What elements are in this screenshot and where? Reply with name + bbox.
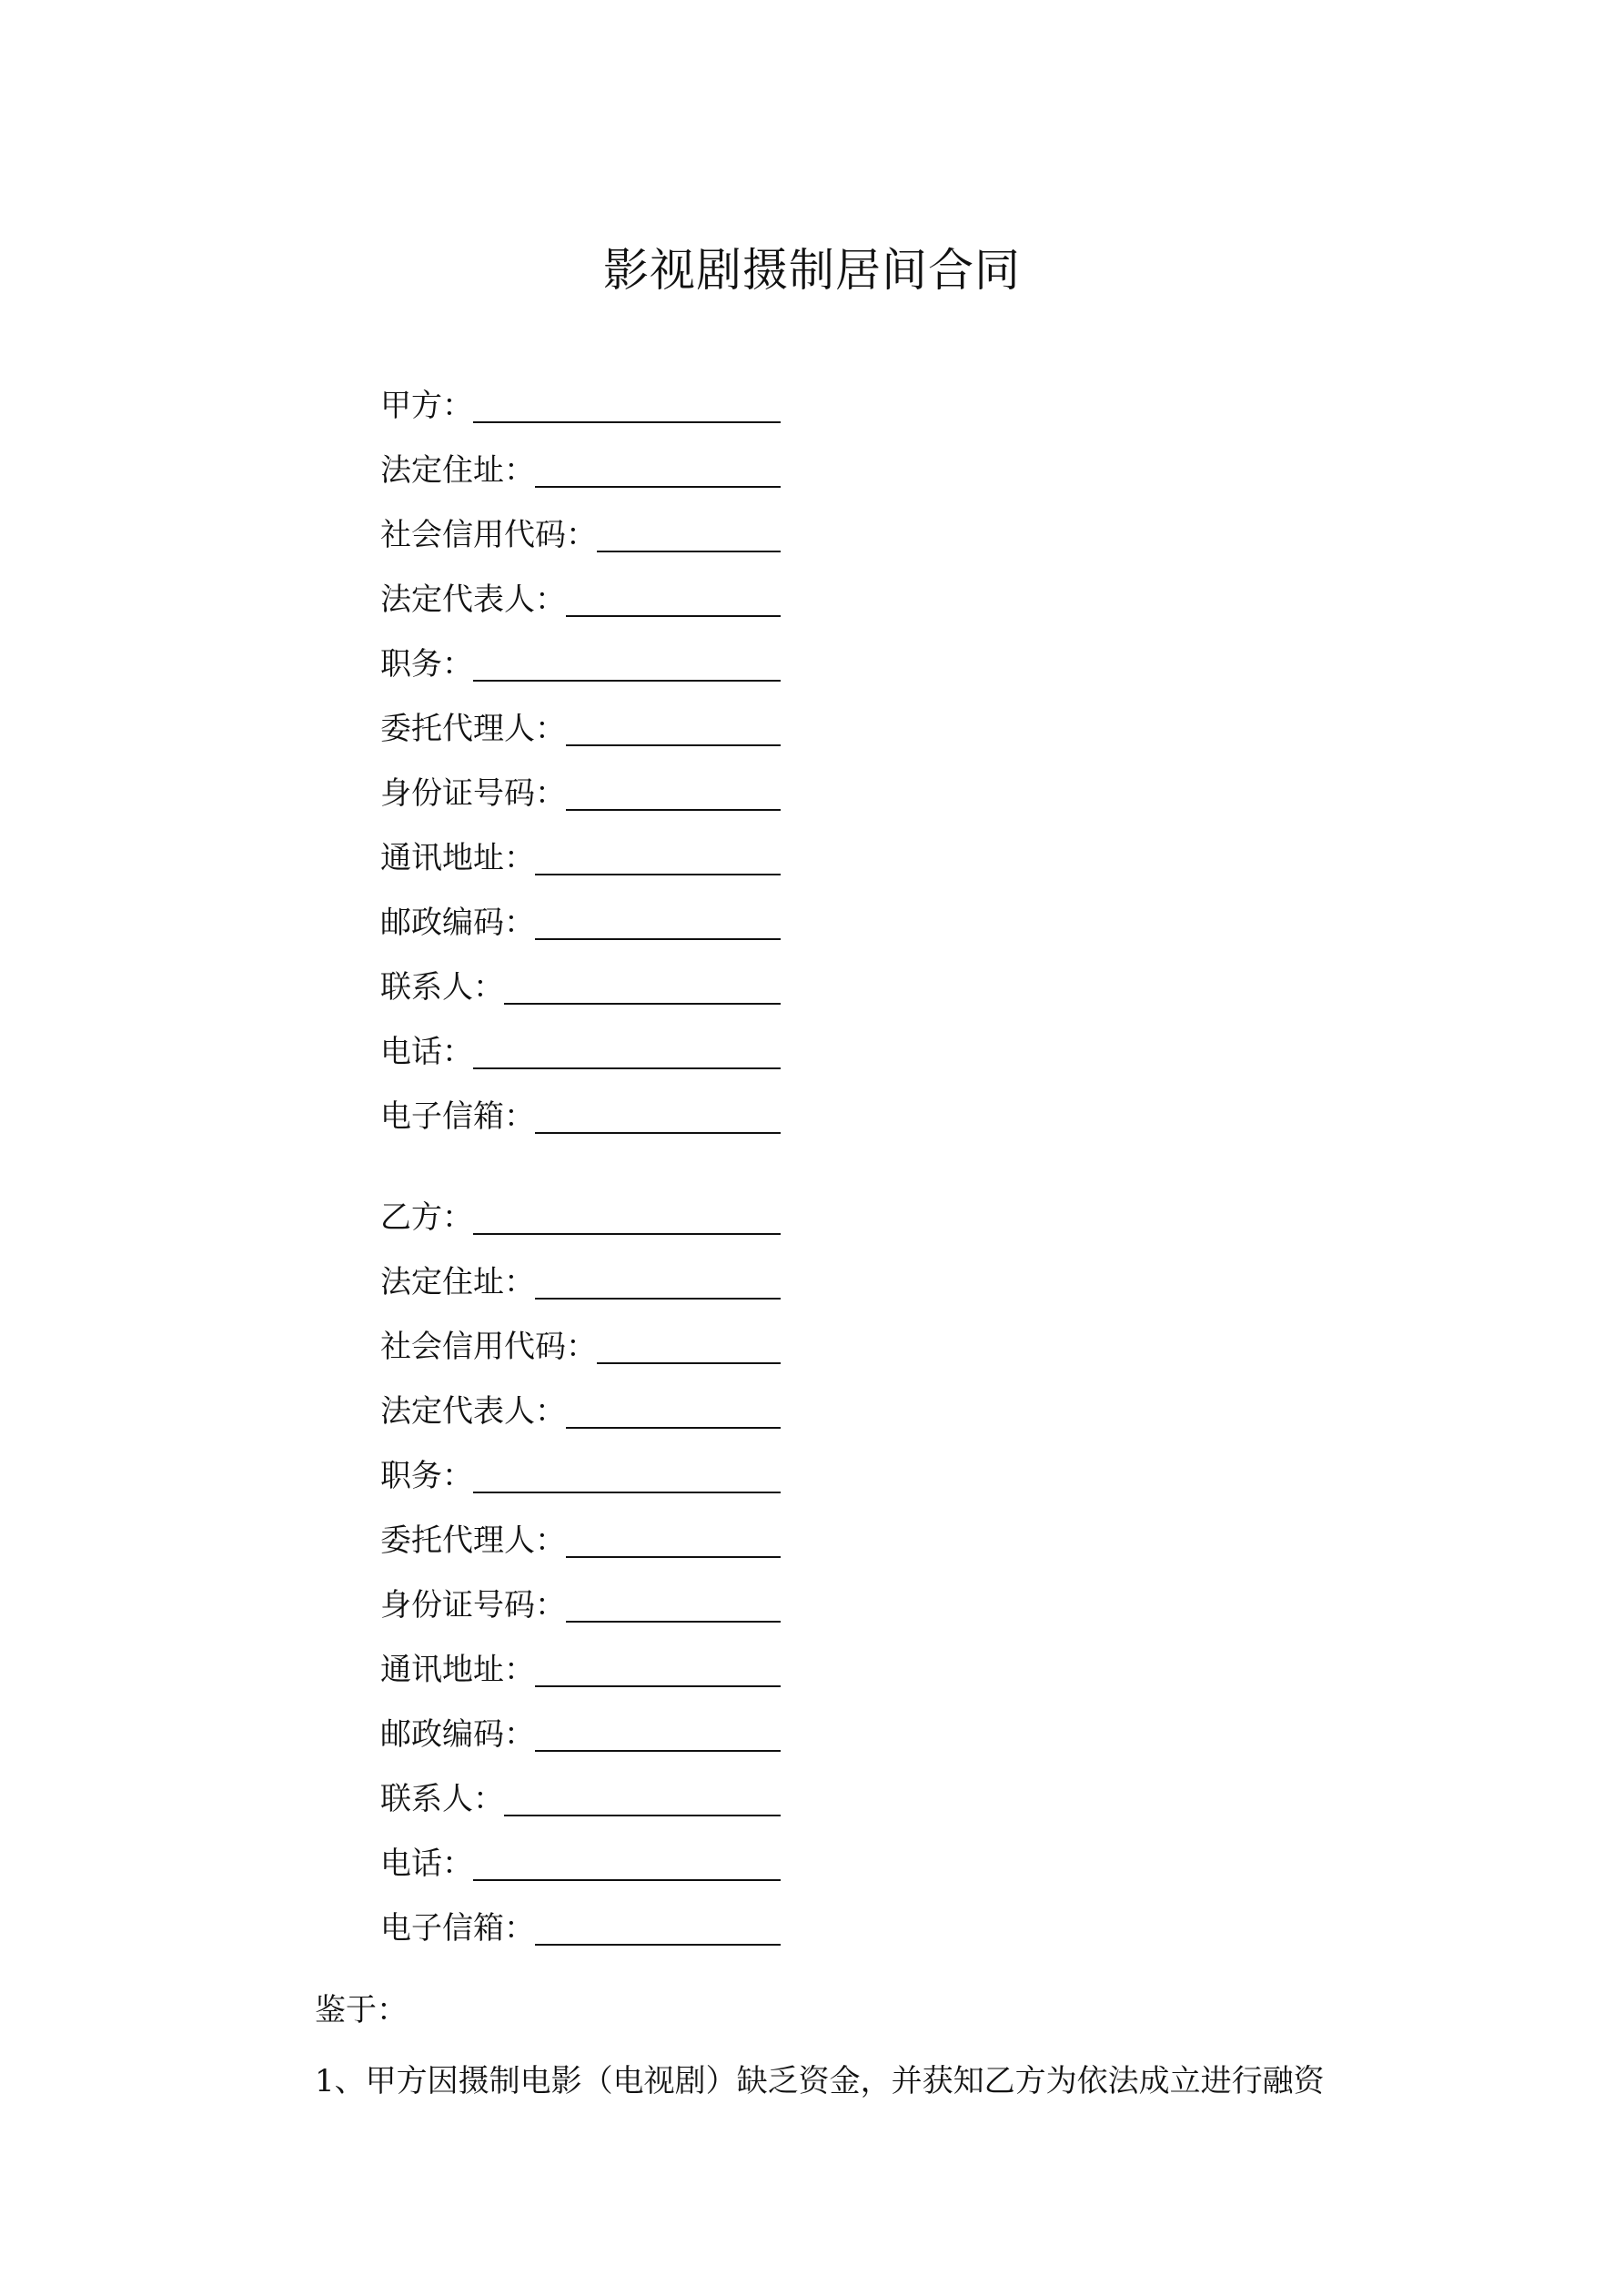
field-label: 职务： (380, 646, 473, 683)
field-label: 委托代理人： (380, 1522, 566, 1559)
party-b-name-field (380, 1176, 781, 1240)
party-a-agent-field (380, 687, 781, 752)
blank-line[interactable] (597, 505, 781, 552)
blank-line[interactable] (535, 1898, 781, 1946)
party-b-section (380, 1176, 781, 1951)
blank-line[interactable] (473, 634, 781, 682)
party-b-postcode-field (380, 1693, 781, 1757)
field-label: 身份证号码： (380, 1587, 566, 1623)
blank-line[interactable] (504, 1769, 781, 1816)
field-label: 邮政编码： (380, 1716, 535, 1753)
field-label: 电话： (380, 1034, 473, 1070)
party-a-section (380, 364, 781, 1139)
field-label: 委托代理人： (380, 711, 566, 747)
party-a-postcode-field (380, 881, 781, 946)
recitals-heading: 鉴于： (315, 1992, 408, 2028)
blank-line[interactable] (535, 1087, 781, 1134)
field-label: 通讯地址： (380, 840, 535, 876)
party-a-email-field (380, 1075, 781, 1139)
blank-line[interactable] (597, 1317, 781, 1364)
field-label: 联系人： (380, 1781, 504, 1817)
field-label: 社会信用代码： (380, 517, 597, 553)
blank-line[interactable] (535, 893, 781, 940)
party-b-mailing-address-field (380, 1628, 781, 1693)
field-label: 电话： (380, 1846, 473, 1882)
blank-line[interactable] (566, 1511, 781, 1558)
party-a-legal-rep-field (380, 558, 781, 622)
field-label: 通讯地址： (380, 1652, 535, 1688)
field-label: 职务： (380, 1458, 473, 1494)
party-b-address-field (380, 1240, 781, 1305)
blank-line[interactable] (504, 957, 781, 1005)
document-title: 影视剧摄制居间合同 (603, 244, 1021, 297)
party-b-phone-field (380, 1822, 781, 1886)
field-label: 电子信箱： (380, 1910, 535, 1947)
blank-line[interactable] (566, 1575, 781, 1623)
party-a-mailing-address-field (380, 816, 781, 881)
blank-line[interactable] (535, 1704, 781, 1752)
blank-line[interactable] (473, 376, 781, 423)
party-b-agent-field (380, 1499, 781, 1563)
blank-line[interactable] (535, 1640, 781, 1687)
field-label: 联系人： (380, 969, 504, 1006)
party-a-contact-field (380, 946, 781, 1010)
party-a-credit-code-field (380, 493, 781, 558)
blank-line[interactable] (535, 440, 781, 488)
blank-line[interactable] (566, 764, 781, 811)
field-label: 身份证号码： (380, 775, 566, 812)
field-label: 乙方： (380, 1199, 473, 1236)
field-label: 法定住址： (380, 452, 535, 489)
field-label: 邮政编码： (380, 905, 535, 941)
party-b-position-field (380, 1434, 781, 1499)
blank-line[interactable] (473, 1022, 781, 1069)
blank-line[interactable] (566, 699, 781, 746)
field-label: 法定住址： (380, 1264, 535, 1300)
party-b-credit-code-field (380, 1305, 781, 1370)
party-a-phone-field (380, 1010, 781, 1075)
party-a-id-number-field (380, 752, 781, 816)
blank-line[interactable] (473, 1834, 781, 1881)
blank-line[interactable] (566, 1381, 781, 1429)
party-b-id-number-field (380, 1563, 781, 1628)
party-a-address-field (380, 429, 781, 493)
blank-line[interactable] (535, 1252, 781, 1300)
field-label: 法定代表人： (380, 1393, 566, 1430)
blank-line[interactable] (473, 1446, 781, 1493)
party-b-contact-field (380, 1757, 781, 1822)
field-label: 社会信用代码： (380, 1329, 597, 1365)
party-b-email-field (380, 1886, 781, 1951)
party-a-position-field (380, 622, 781, 687)
party-b-legal-rep-field (380, 1370, 781, 1434)
field-label: 电子信箱： (380, 1098, 535, 1135)
blank-line[interactable] (473, 1188, 781, 1235)
blank-line[interactable] (566, 570, 781, 617)
recital-item-1: 1、甲方因摄制电影（电视剧）缺乏资金，并获知乙方为依法成立进行融资 (315, 2063, 1325, 2099)
field-label: 甲方： (380, 388, 473, 424)
blank-line[interactable] (535, 828, 781, 875)
party-a-name-field (380, 364, 781, 429)
field-label: 法定代表人： (380, 582, 566, 618)
